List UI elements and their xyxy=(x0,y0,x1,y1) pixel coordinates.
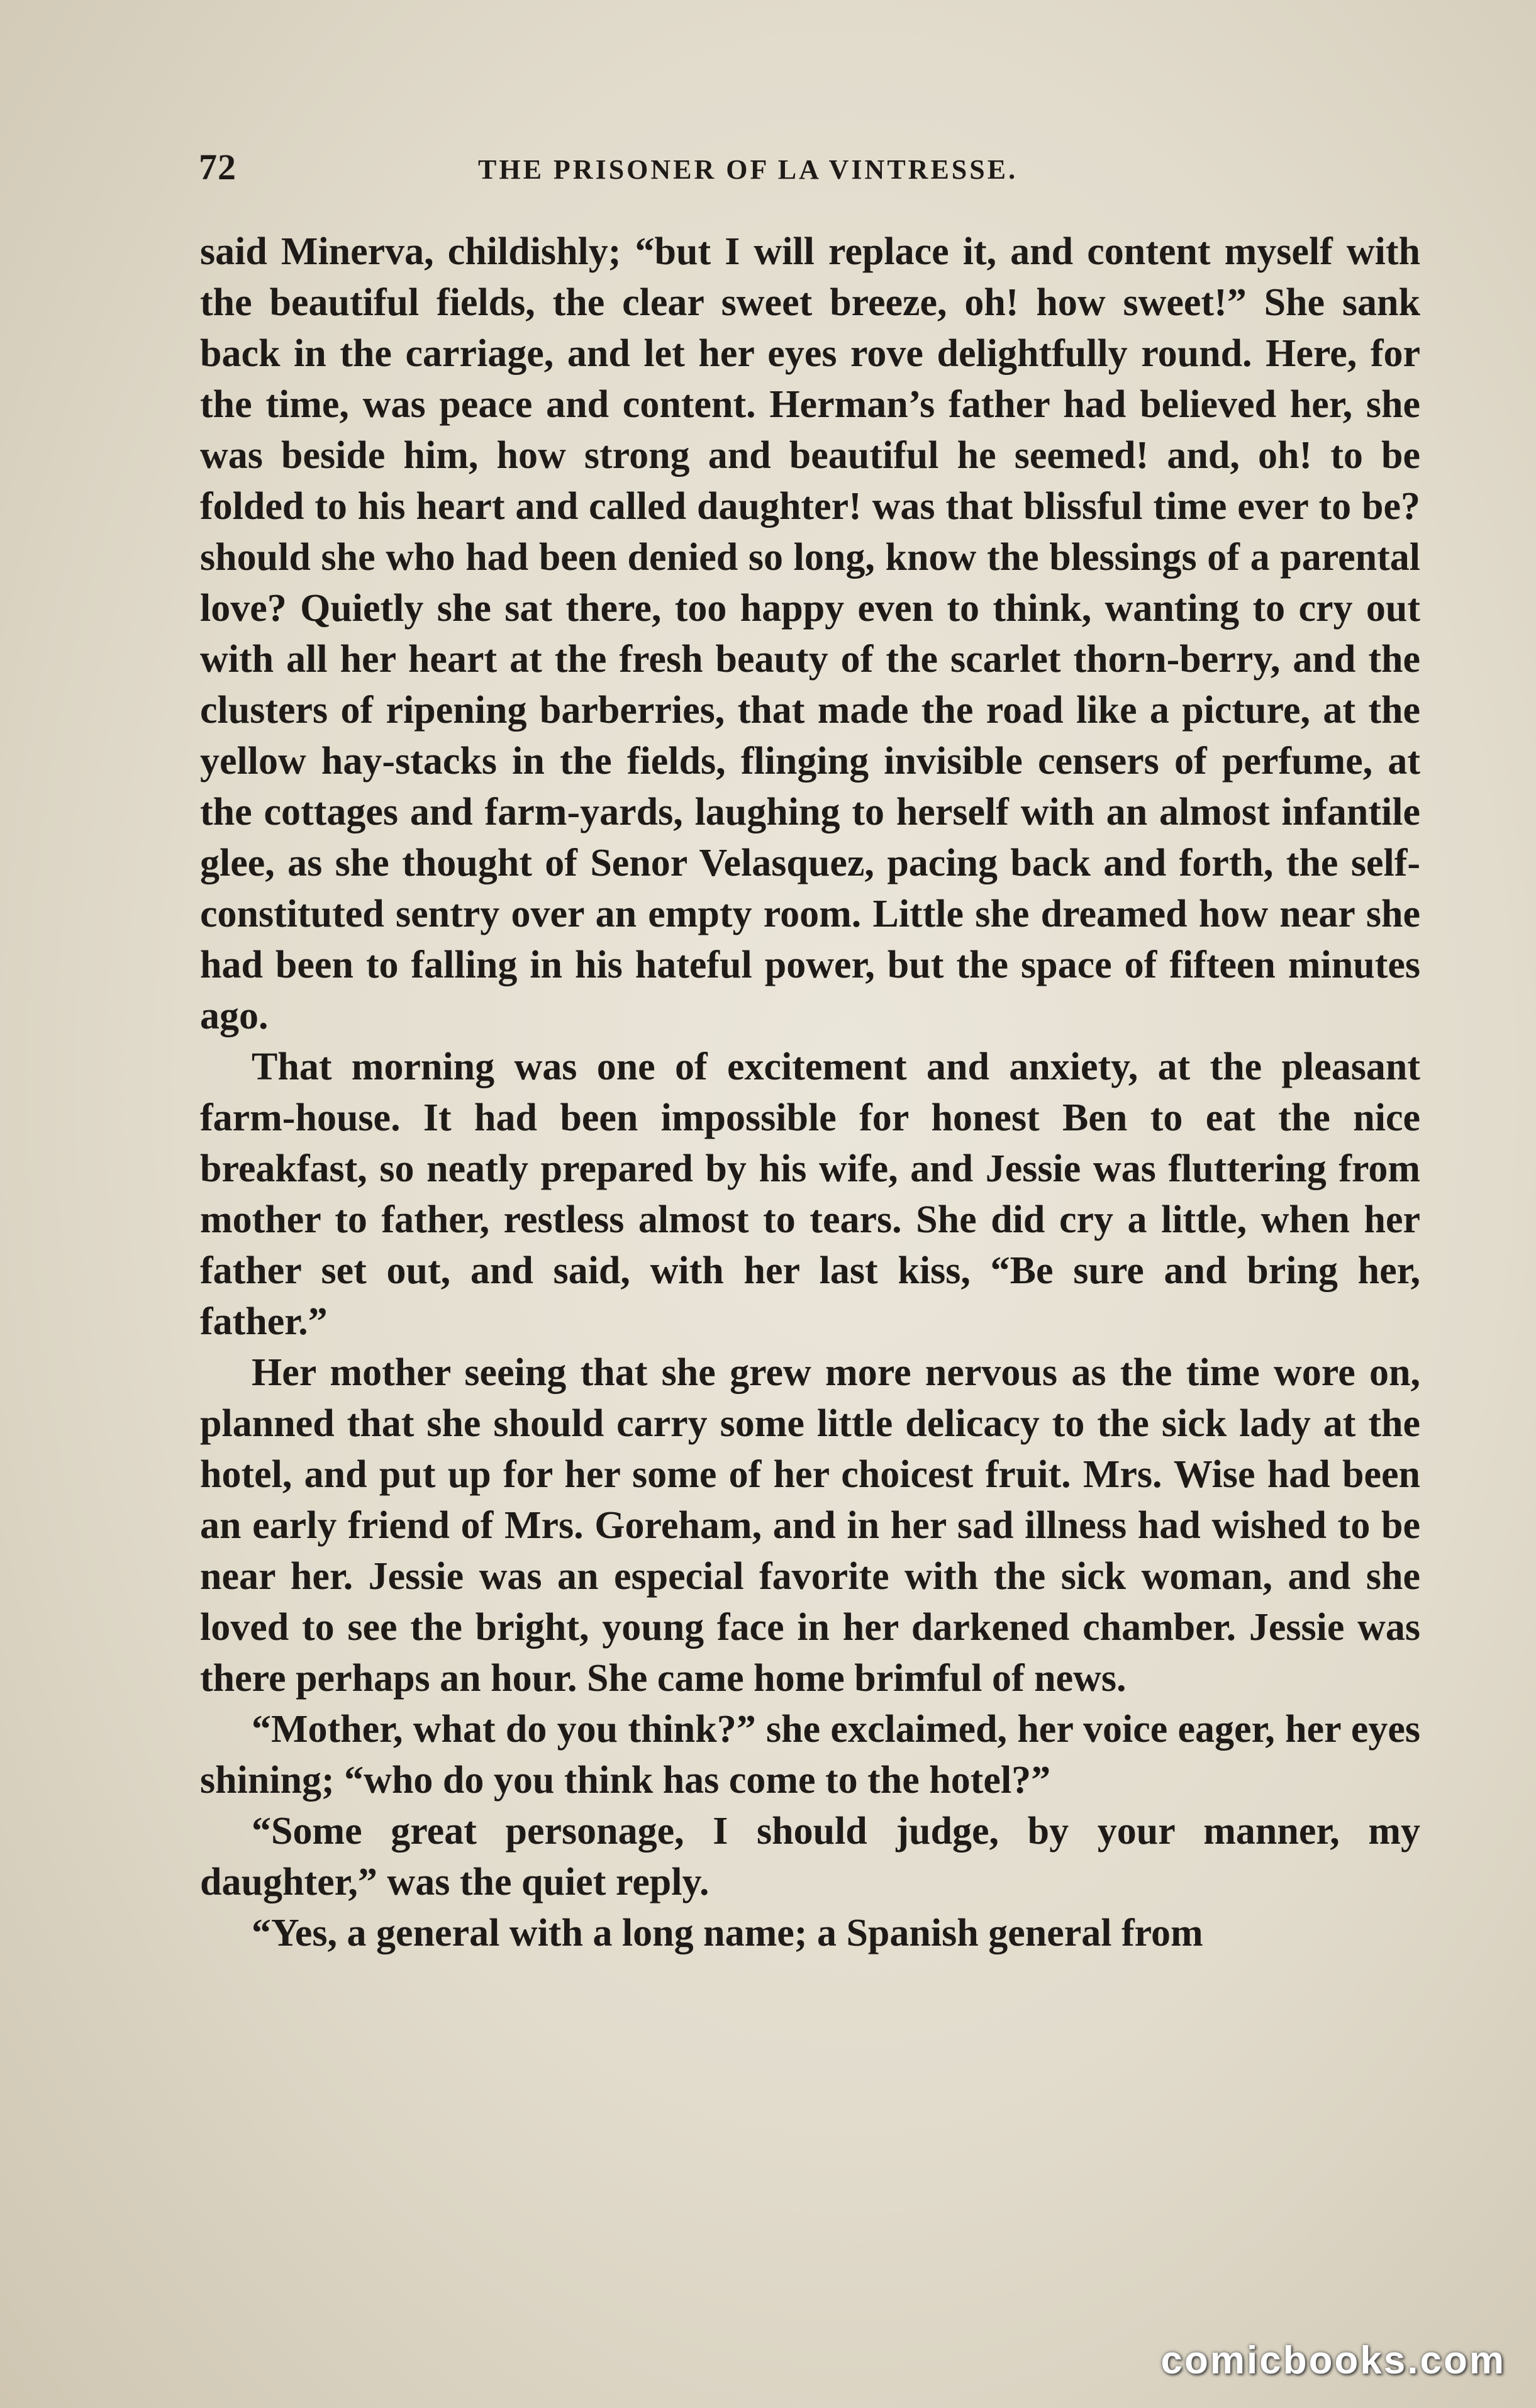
paragraph: That morning was one of excitement and anxiety, at the pleasant farm-house. It had been impossible for honest Ben to eat the nice breakfast, so neatly prepared by his wife, and Jessie was fluttering from mother to father, restless almost to tears. She did cry a little, when her father set out, and said, with her last kiss, “Be sure and bring her, father.” xyxy=(200,1045,1420,1343)
paragraph: “Some great personage, I should judge, by your manner, my daughter,” was the quiet reply. xyxy=(200,1810,1420,1904)
page-number: 72 xyxy=(199,147,237,187)
body-text xyxy=(200,226,1420,1959)
paragraph: “Mother, what do you think?” she exclaimed, her voice eager, her eyes shining; “who do you think has come to the hotel?” xyxy=(200,1708,1420,1802)
paragraph: Her mother seeing that she grew more nervous as the time wore on, planned that she should carry some little delicacy to the sick lady at the hotel, and put up for her some of her choicest fruit. Mrs. Wise had been an early friend of Mrs. Goreham, and in her sad illness had wished to be near her. Jessie was an especial favorite with the sick woman, and she loved to see the bright, young face in her darkened chamber. Jessie was there perhaps an hour. She came home brimful of news. xyxy=(200,1351,1420,1700)
paragraph: “Yes, a general with a long name; a Spanish general from xyxy=(252,1912,1203,1954)
paragraph: said Minerva, childishly; “but I will replace it, and content myself with the beautiful fields, the clear sweet breeze, oh! how sweet!” She sank back in the carriage, and let her eyes rove delightfully round. Here, for the time, was peace and content. Herman’s father had believed her, she was beside him, how strong and beautiful he seemed! and, oh! to be folded to his heart and called daughter! was that blissful time ever to be? should she who had been denied so long, know the blessings of a parental love? Quietly she sat there, too happy even to think, wanting to cry out with all her heart at the fresh beauty of the scarlet thorn-berry, and the clusters of ripening barberries, that made the road like a picture, at the yellow hay-stacks in the fields, flinging invisible censers of perfume, at the cottages and farm-yards, laughing to herself with an almost infantile glee, as she thought of Senor Velasquez, pacing back and forth, the self-constituted sentry over an empty room. Little she dreamed how near she had been to falling in his hateful power, but the space of fifteen minutes ago. xyxy=(200,230,1420,1037)
running-title: THE PRISONER OF LA VINTRESSE. xyxy=(478,154,1018,185)
watermark: comicbooks.com xyxy=(1160,2339,1506,2382)
